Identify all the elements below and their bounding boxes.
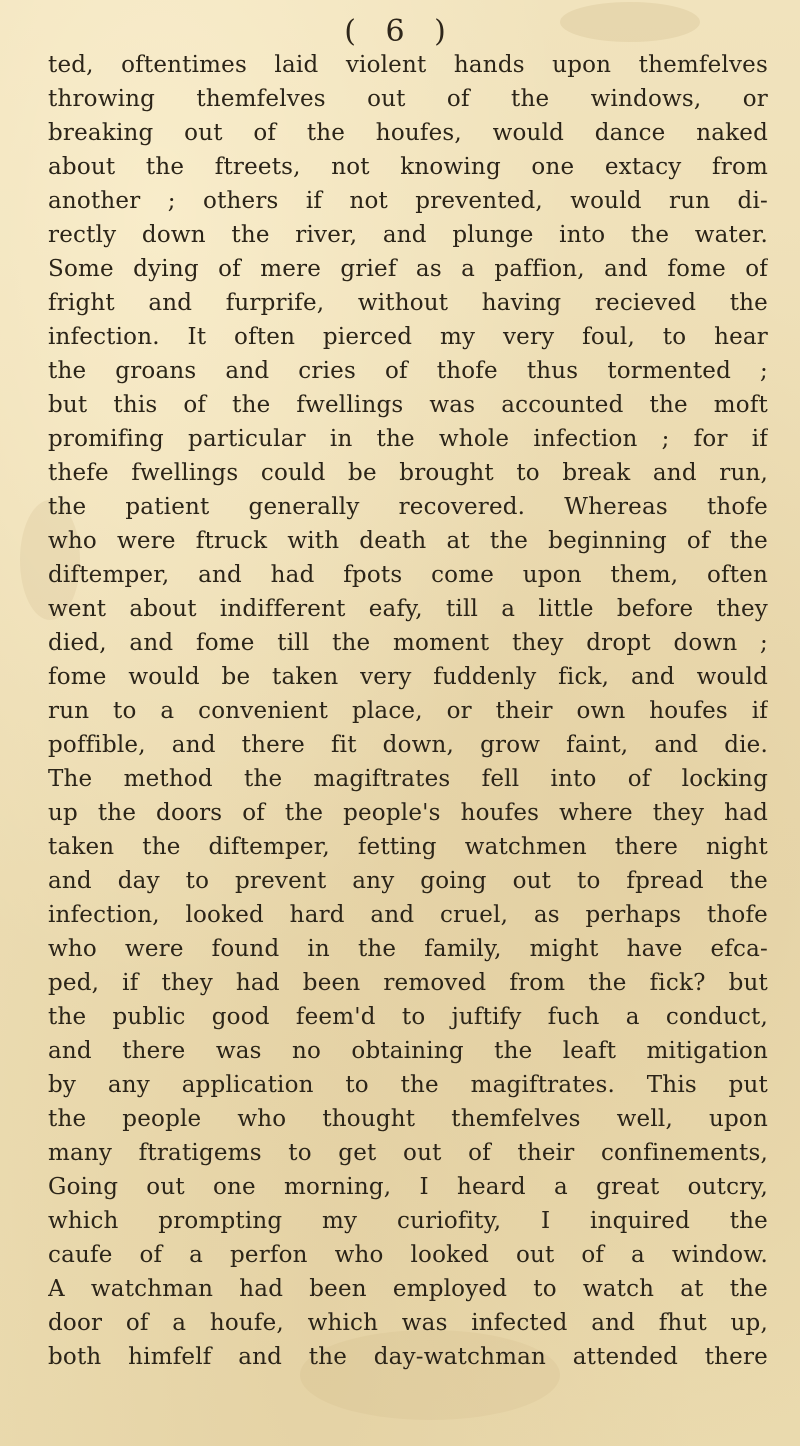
text-line: which prompting my curiofity, I inquired the bbox=[48, 1208, 768, 1234]
text-line: the groans and cries of thofe thus tormented ; bbox=[48, 358, 768, 384]
text-line: Some dying of mere grief as a paffion, and fome of bbox=[48, 256, 768, 282]
text-line: about the ftreets, not knowing one extacy from bbox=[48, 154, 768, 180]
text-line: poffible, and there fit down, grow faint, and die. bbox=[48, 732, 768, 758]
text-line: who were ftruck with death at the beginning of the bbox=[48, 528, 768, 554]
text-line: many ftratigems to get out of their confinements, bbox=[48, 1140, 768, 1166]
text-line: fome would be taken very fuddenly fick, and would bbox=[48, 664, 768, 690]
text-line: door of a houfe, which was infected and fhut up, bbox=[48, 1310, 768, 1336]
text-line: and there was no obtaining the leaft mitigation bbox=[48, 1038, 768, 1064]
text-line: caufe of a perfon who looked out of a window. bbox=[48, 1242, 768, 1268]
text-line: taken the diftemper, fetting watchmen there night bbox=[48, 834, 768, 860]
text-line: both himfelf and the day-watchman attended there bbox=[48, 1344, 768, 1370]
text-line: run to a convenient place, or their own houfes if bbox=[48, 698, 768, 724]
text-line: by any application to the magiftrates. This put bbox=[48, 1072, 768, 1098]
text-line: and day to prevent any going out to fpread the bbox=[48, 868, 768, 894]
text-line: ped, if they had been removed from the fick? but bbox=[48, 970, 768, 996]
body-text bbox=[48, 48, 768, 1374]
text-line: rectly down the river, and plunge into the water. bbox=[48, 222, 768, 248]
text-line: died, and fome till the moment they dropt down ; bbox=[48, 630, 768, 656]
text-line: A watchman had been employed to watch at the bbox=[48, 1276, 768, 1302]
page-number: ( 6 ) bbox=[344, 14, 456, 49]
text-line: the people who thought themfelves well, upon bbox=[48, 1106, 768, 1132]
text-line: ted, oftentimes laid violent hands upon themfelves bbox=[48, 52, 768, 78]
text-line: the public good feem'd to juftify fuch a conduct, bbox=[48, 1004, 768, 1030]
text-line: The method the magiftrates fell into of locking bbox=[48, 766, 768, 792]
text-line: throwing themfelves out of the windows, or bbox=[48, 86, 768, 112]
text-line: went about indifferent eafy, till a little before they bbox=[48, 596, 768, 622]
text-line: but this of the fwellings was accounted the moft bbox=[48, 392, 768, 418]
text-line: infection. It often pierced my very foul, to hear bbox=[48, 324, 768, 350]
text-line: another ; others if not prevented, would run di- bbox=[48, 188, 768, 214]
text-line: promifing particular in the whole infection ; for if bbox=[48, 426, 768, 452]
text-line: up the doors of the people's houfes where they had bbox=[48, 800, 768, 826]
text-line: infection, looked hard and cruel, as perhaps thofe bbox=[48, 902, 768, 928]
text-line: breaking out of the houfes, would dance naked bbox=[48, 120, 768, 146]
text-line: Going out one morning, I heard a great outcry, bbox=[48, 1174, 768, 1200]
text-line: thefe fwellings could be brought to break and run, bbox=[48, 460, 768, 486]
text-line: who were found in the family, might have efca- bbox=[48, 936, 768, 962]
text-line: diftemper, and had fpots come upon them, often bbox=[48, 562, 768, 588]
text-line: the patient generally recovered. Whereas thofe bbox=[48, 494, 768, 520]
text-line: fright and furprife, without having recieved the bbox=[48, 290, 768, 316]
